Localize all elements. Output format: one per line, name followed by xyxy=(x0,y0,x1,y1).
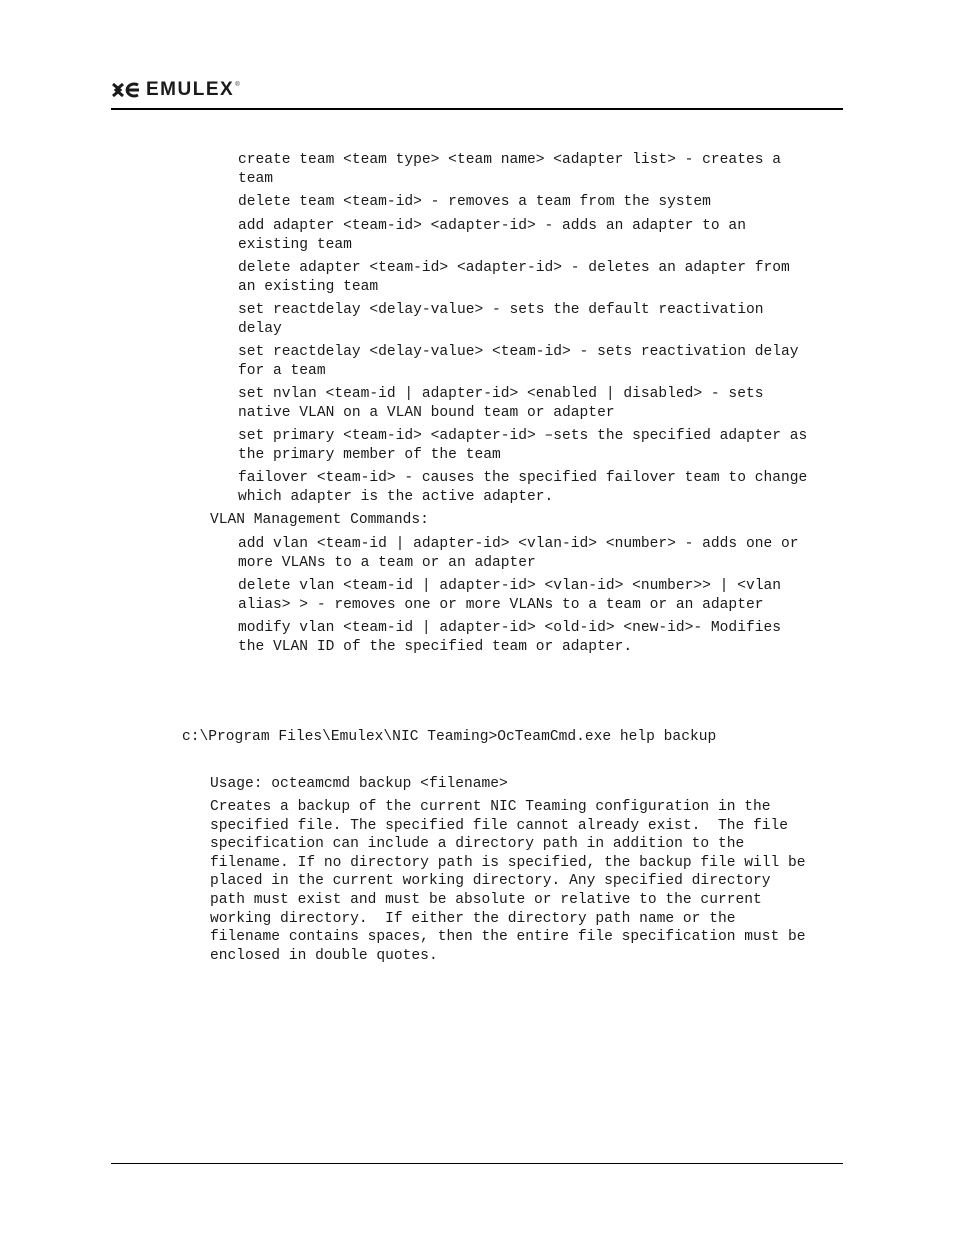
vlan-command-delete: delete vlan <team-id | adapter-id> <vlan-id> <number>> | <vlan alias> > - removes one or more VLANs to a team or an adapter xyxy=(238,578,781,613)
team-command-delete-adapter: delete adapter <team-id> <adapter-id> - deletes an adapter from an existing team xyxy=(238,260,790,295)
header-rule xyxy=(111,108,843,110)
team-command-delete-team: delete team <team-id> - removes a team from the system xyxy=(238,194,711,210)
usage-line: Usage: octeamcmd backup <filename> xyxy=(210,776,508,792)
team-command-set-reactdelay-team: set reactdelay <delay-value> <team-id> - sets reactivation delay for a team xyxy=(238,344,799,379)
brand-name: EMULEX xyxy=(146,79,235,100)
team-command-add-adapter: add adapter <team-id> <adapter-id> - adds an adapter to an existing team xyxy=(238,218,746,253)
team-command-create-team: create team <team type> <team name> <adapter list> - creates a team xyxy=(238,152,781,187)
trademark-symbol: ® xyxy=(235,82,240,88)
vlan-heading: VLAN Management Commands: xyxy=(210,512,429,528)
vlan-command-modify: modify vlan <team-id | adapter-id> <old-id> <new-id>- Modifies the VLAN ID of the specified team or adapter. xyxy=(238,620,781,655)
footer-rule xyxy=(111,1163,843,1164)
team-command-set-reactdelay-default: set reactdelay <delay-value> - sets the default reactivation delay xyxy=(238,302,764,337)
vlan-command-add: add vlan <team-id | adapter-id> <vlan-id> <number> - adds one or more VLANs to a team or an adapter xyxy=(238,536,799,571)
team-command-failover: failover <team-id> - causes the specified failover team to change which adapter is the active adapter. xyxy=(238,470,808,505)
team-command-set-primary: set primary <team-id> <adapter-id> –sets the specified adapter as the primary member of the team xyxy=(238,428,808,463)
command-line: c:\Program Files\Emulex\NIC Teaming>OcTeamCmd.exe help backup xyxy=(182,729,717,745)
team-command-set-nvlan: set nvlan <team-id | adapter-id> <enabled | disabled> - sets native VLAN on a VLAN bound team or adapter xyxy=(238,386,764,421)
backup-description: Creates a backup of the current NIC Teaming configuration in the specified file. The specified file cannot already exist. The file specification can include a directory path in addition to the filename. If no directory path is specified, the backup file will be placed in the current working directory. Any specified directory path must exist and must be absolute or relative to the current working directory. If either the directory path name or the filename contains spaces, then the entire file specification must be enclosed in double quotes. xyxy=(210,799,806,964)
emulex-logo xyxy=(112,80,240,100)
emulex-logo-icon xyxy=(112,82,142,98)
